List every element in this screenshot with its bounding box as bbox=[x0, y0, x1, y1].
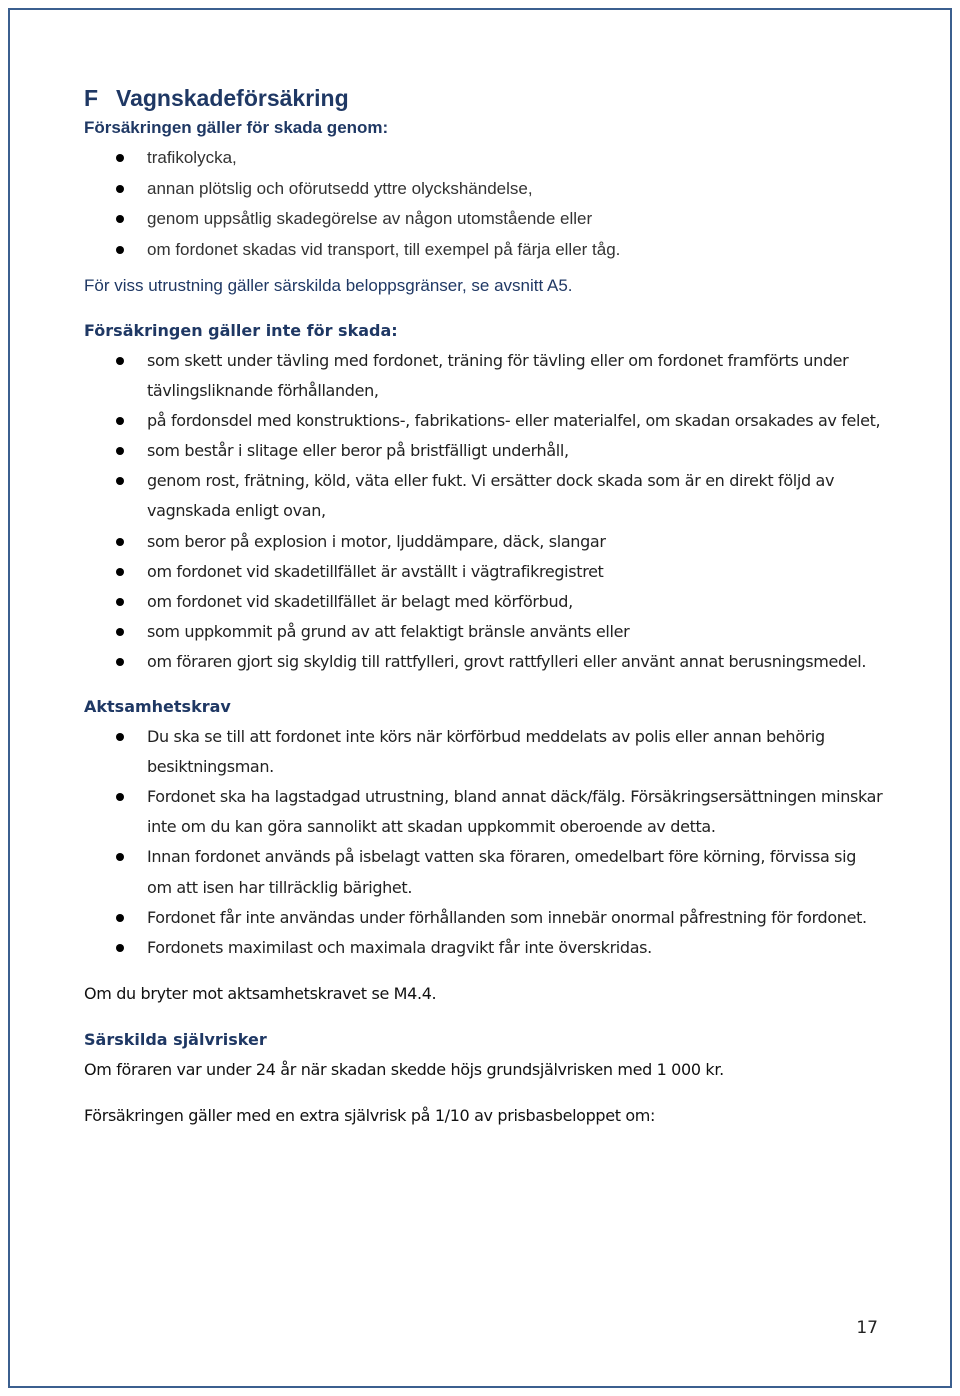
bullet-icon bbox=[116, 417, 124, 425]
bullet-icon bbox=[116, 185, 124, 193]
list-item-text: om fordonet skadas vid transport, till exempel på färja eller tåg. bbox=[147, 239, 621, 259]
coverage-limit-note: För viss utrustning gäller särskilda beloppsgränser, se avsnitt A5. bbox=[84, 276, 573, 295]
list-item-text: om föraren gjort sig skyldig till rattfylleri, grovt rattfylleri eller använt annat berusningsmedel. bbox=[147, 651, 867, 671]
list-item-text: som består i slitage eller beror på bristfälligt underhåll, bbox=[147, 441, 569, 461]
bullet-icon bbox=[116, 215, 124, 223]
bullet-icon bbox=[116, 447, 124, 455]
list-item-text: Fordonet ska ha lagstadgad utrustning, bland annat däck/fälg. Försäkringsersättningen minskar inte om du kan göra sannolikt att skadan uppkommit oberoende av detta. bbox=[147, 787, 883, 837]
list-item bbox=[84, 466, 884, 526]
covers-heading: Försäkringen gäller för skada genom: bbox=[84, 118, 389, 137]
list-item-text: som uppkommit på grund av att felaktigt bränsle använts eller bbox=[147, 621, 630, 641]
care-list bbox=[84, 722, 884, 963]
list-item bbox=[84, 527, 884, 557]
list-item bbox=[84, 557, 884, 587]
list-item bbox=[84, 143, 884, 174]
list-item bbox=[84, 617, 884, 647]
bullet-icon bbox=[116, 914, 124, 922]
bullet-icon bbox=[116, 568, 124, 576]
list-item-text: om fordonet vid skadetillfället är belagt med körförbud, bbox=[147, 591, 573, 611]
exclusions-list bbox=[84, 346, 884, 677]
list-item bbox=[84, 903, 884, 933]
bullet-icon bbox=[116, 538, 124, 546]
list-item-text: Du ska se till att fordonet inte körs när körförbud meddelats av polis eller annan behörig besiktningsman. bbox=[147, 727, 825, 777]
list-item bbox=[84, 235, 884, 266]
deductibles-heading: Särskilda självrisker bbox=[84, 1029, 267, 1049]
extra-deductible-text: Försäkringen gäller med en extra självrisk på 1/10 av prisbasbeloppet om: bbox=[84, 1105, 656, 1125]
bullet-icon bbox=[116, 477, 124, 485]
list-item-text: annan plötslig och oförutsedd yttre olyckshändelse, bbox=[147, 178, 533, 198]
list-item bbox=[84, 174, 884, 205]
list-item-text: Fordonet får inte användas under förhållanden som innebär onormal påfrestning för fordonet. bbox=[147, 907, 867, 927]
list-item-text: som skett under tävling med fordonet, träning för tävling eller om fordonet framförts under tävlingsliknande förhållanden, bbox=[147, 351, 849, 401]
list-item-text: som beror på explosion i motor, ljuddämpare, däck, slangar bbox=[147, 531, 606, 551]
bullet-icon bbox=[116, 733, 124, 741]
care-violation-note: Om du bryter mot aktsamhetskravet se M4.4. bbox=[84, 983, 437, 1003]
bullet-icon bbox=[116, 628, 124, 636]
list-item-text: om fordonet vid skadetillfället är avställt i vägtrafikregistret bbox=[147, 561, 604, 581]
document-body bbox=[84, 83, 884, 1131]
list-item bbox=[84, 406, 884, 436]
list-item-text: genom uppsåtlig skadegörelse av någon utomstående eller bbox=[147, 209, 593, 228]
bullet-icon bbox=[116, 853, 124, 861]
list-item bbox=[84, 204, 884, 235]
list-item bbox=[84, 587, 884, 617]
list-item-text: trafikolycka, bbox=[147, 148, 237, 167]
bullet-icon bbox=[116, 793, 124, 801]
section-title-text: Vagnskadeförsäkring bbox=[116, 85, 349, 111]
bullet-icon bbox=[116, 658, 124, 666]
deductibles-text: Om föraren var under 24 år när skadan skedde höjs grundsjälvrisken med 1 000 kr. bbox=[84, 1059, 724, 1079]
bullet-icon bbox=[116, 154, 124, 162]
page-number: 17 bbox=[856, 1318, 878, 1338]
list-item bbox=[84, 647, 884, 677]
exclusions-heading: Försäkringen gäller inte för skada: bbox=[84, 321, 398, 340]
list-item bbox=[84, 346, 884, 406]
list-item-text: Innan fordonet används på isbelagt vatten ska föraren, omedelbart före körning, förvissa sig om att isen har tillräcklig bärighet. bbox=[147, 847, 857, 897]
list-item bbox=[84, 722, 884, 782]
covers-list bbox=[84, 143, 884, 265]
care-heading: Aktsamhetskrav bbox=[84, 697, 231, 717]
bullet-icon bbox=[116, 246, 124, 254]
list-item bbox=[84, 436, 884, 466]
list-item-text: Fordonets maximilast och maximala dragvikt får inte överskridas. bbox=[147, 937, 652, 957]
list-item-text: genom rost, frätning, köld, väta eller fukt. Vi ersätter dock skada som är en direkt följd av vagnskada enligt ovan, bbox=[147, 471, 835, 521]
list-item bbox=[84, 782, 884, 842]
section-letter: F bbox=[84, 85, 99, 111]
bullet-icon bbox=[116, 598, 124, 606]
section-title bbox=[84, 83, 884, 113]
bullet-icon bbox=[116, 944, 124, 952]
list-item bbox=[84, 842, 884, 902]
list-item-text: på fordonsdel med konstruktions-, fabrikations- eller materialfel, om skadan orsakades av felet, bbox=[147, 411, 881, 431]
bullet-icon bbox=[116, 357, 124, 365]
list-item bbox=[84, 933, 884, 963]
